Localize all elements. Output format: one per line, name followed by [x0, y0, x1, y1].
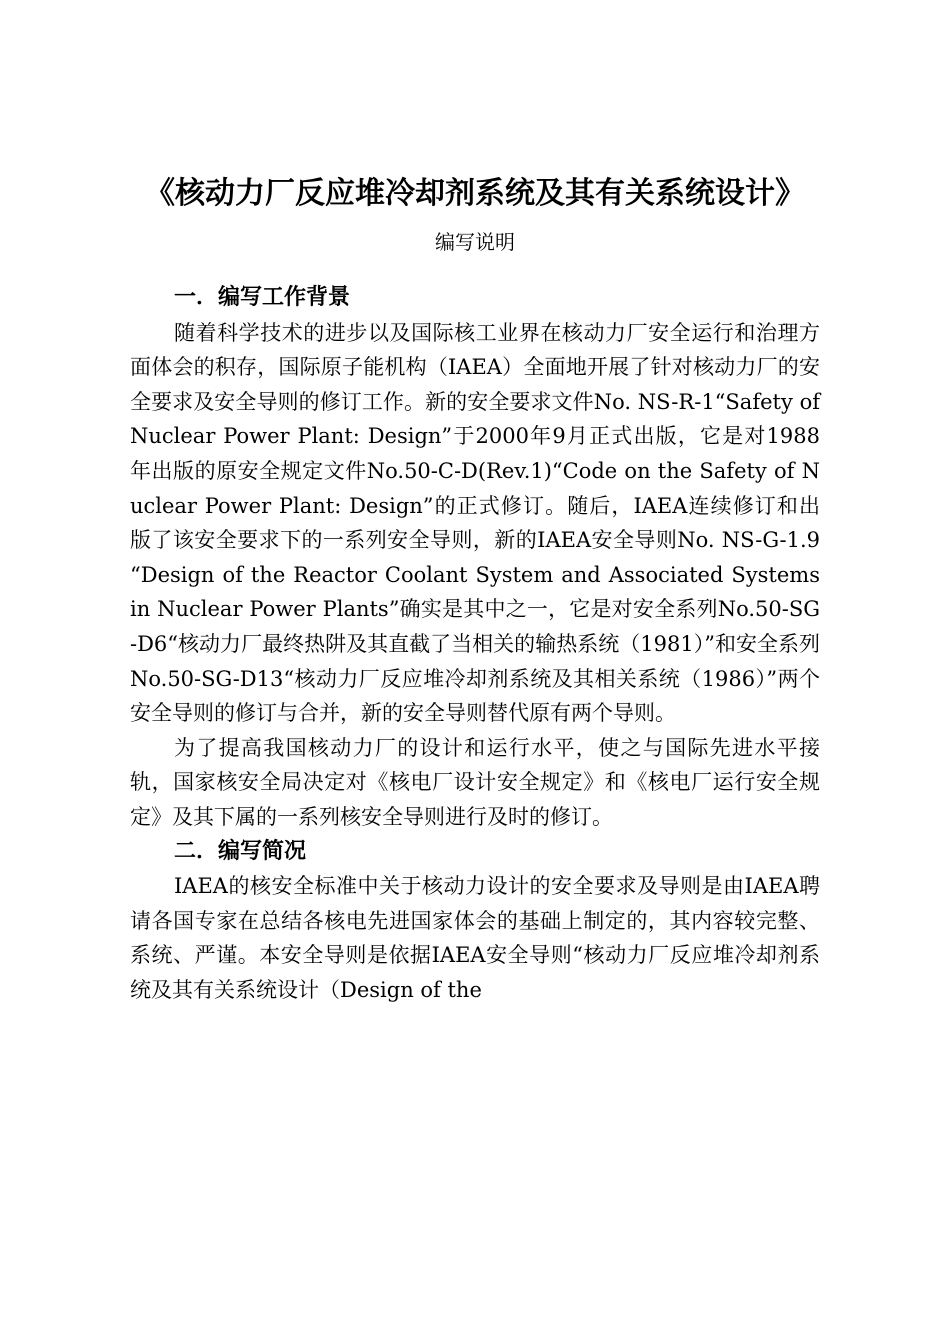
document-subtitle: 编写说明 — [435, 230, 515, 254]
section-heading-background: 一．编写工作背景 — [174, 285, 351, 310]
paragraph-background-1: 随着科学技术的进步以及国际核工业界在核动力厂安全运行和治理方面体会的积存，国际原子能机构（IAEA）全面地开展了针对核动力厂的安全要求及安全导则的修订工作。新的安全要求文件No. NS-R-1“Safety of Nuclear Power Plant: Design”于2000年9月正式出版，它是对1988年出版的原安全规定文件No.50-C-D(Rev.1)“Code on the Safety of Nuclear Power Plant: Design”的正式修订。随后，IAEA连续修订和出版了该安全要求下的一系列安全导则，新的IAEA安全导则No. NS-G-1.9 “Design of the Reactor Coolant System and Associated Systems in Nuclear Power Plants”确实是其中之一，它是对安全系列No.50-SG-D6“核动力厂最终热阱及其直截了当相关的输热系统（1981）”和安全系列No.50-SG-D13“核动力厂反应堆冷却剂系统及其相关系统（1986）”两个安全导则的修订与合并，新的安全导则替代原有两个导则。 — [130, 320, 820, 726]
paragraph-overview-1: IAEA的核安全标准中关于核动力设计的安全要求及导则是由IAEA聘请各国专家在总结各核电先进国家体会的基础上制定的，其内容较完整、系统、严谨。本安全导则是依据IAEA安全导则“核动力厂反应堆冷却剂系统及其有关系统设计（Design of the — [130, 874, 820, 1002]
document-title: 《核动力厂反应堆冷却剂系统及其有关系统设计》 — [145, 176, 805, 211]
document-body — [130, 281, 820, 1007]
paragraph-background-2: 为了提高我国核动力厂的设计和运行水平，使之与国际先进水平接轨，国家核安全局决定对《核电厂设计安全规定》和《核电厂运行安全规定》及其下属的一系列核安全导则进行及时的修订。 — [130, 735, 820, 829]
section-heading-overview: 二．编写简况 — [174, 838, 307, 864]
